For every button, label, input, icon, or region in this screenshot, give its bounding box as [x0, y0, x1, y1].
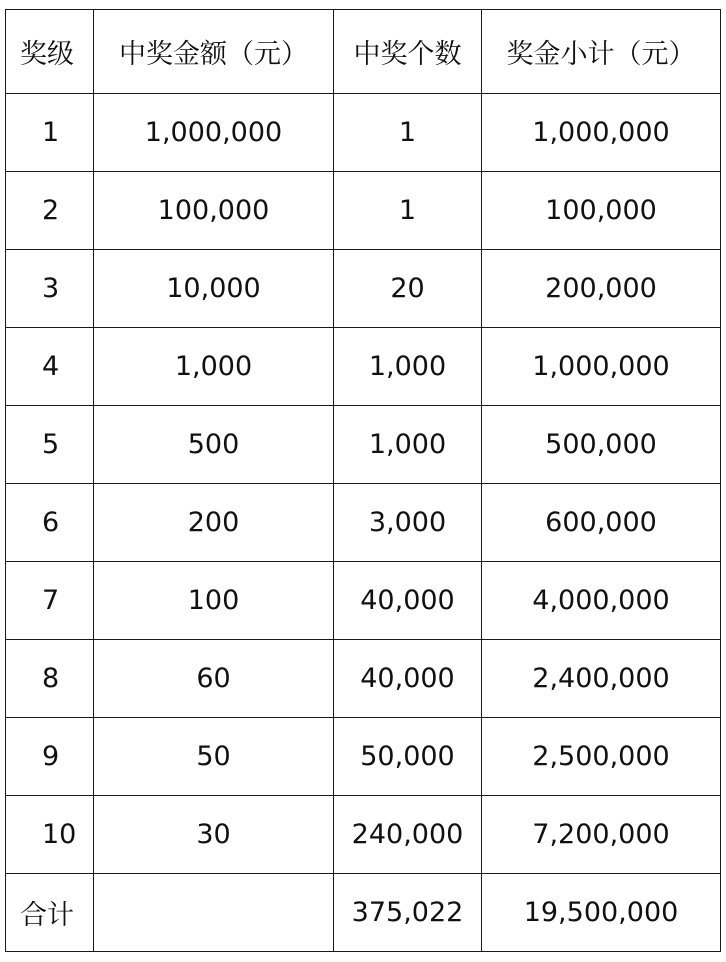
header-prize-level: 奖级 — [6, 10, 94, 94]
cell-subtotal: 500,000 — [482, 406, 721, 484]
cell-count: 1,000 — [334, 328, 482, 406]
header-prize-amount: 中奖金额（元） — [94, 10, 334, 94]
cell-count: 240,000 — [334, 796, 482, 874]
cell-count: 40,000 — [334, 562, 482, 640]
total-row — [6, 874, 721, 952]
cell-subtotal: 1,000,000 — [482, 94, 721, 172]
table-row — [6, 796, 721, 874]
cell-count: 50,000 — [334, 718, 482, 796]
cell-level: 3 — [6, 250, 94, 328]
cell-amount: 60 — [94, 640, 334, 718]
cell-subtotal: 600,000 — [482, 484, 721, 562]
total-label: 合计 — [6, 874, 94, 952]
cell-level: 6 — [6, 484, 94, 562]
cell-amount: 200 — [94, 484, 334, 562]
table-row — [6, 406, 721, 484]
cell-count: 1 — [334, 94, 482, 172]
cell-level: 7 — [6, 562, 94, 640]
total-subtotal: 19,500,000 — [482, 874, 721, 952]
header-prize-subtotal: 奖金小计（元） — [482, 10, 721, 94]
cell-amount: 1,000,000 — [94, 94, 334, 172]
cell-level: 10 — [6, 796, 94, 874]
cell-level: 9 — [6, 718, 94, 796]
table-row — [6, 718, 721, 796]
cell-amount: 10,000 — [94, 250, 334, 328]
cell-amount: 100 — [94, 562, 334, 640]
table-header-row — [6, 10, 721, 94]
cell-count: 1 — [334, 172, 482, 250]
cell-subtotal: 200,000 — [482, 250, 721, 328]
cell-amount: 500 — [94, 406, 334, 484]
table-row — [6, 94, 721, 172]
cell-amount: 50 — [94, 718, 334, 796]
cell-count: 40,000 — [334, 640, 482, 718]
cell-amount: 30 — [94, 796, 334, 874]
header-winner-count: 中奖个数 — [334, 10, 482, 94]
table-row — [6, 484, 721, 562]
cell-subtotal: 4,000,000 — [482, 562, 721, 640]
total-count: 375,022 — [334, 874, 482, 952]
cell-subtotal: 2,500,000 — [482, 718, 721, 796]
cell-count: 20 — [334, 250, 482, 328]
cell-subtotal: 2,400,000 — [482, 640, 721, 718]
cell-subtotal: 7,200,000 — [482, 796, 721, 874]
table-row — [6, 172, 721, 250]
cell-amount: 100,000 — [94, 172, 334, 250]
prize-table — [5, 9, 721, 952]
cell-subtotal: 1,000,000 — [482, 328, 721, 406]
cell-level: 8 — [6, 640, 94, 718]
table-row — [6, 250, 721, 328]
table-row — [6, 562, 721, 640]
cell-level: 4 — [6, 328, 94, 406]
cell-count: 3,000 — [334, 484, 482, 562]
total-amount — [94, 874, 334, 952]
table-row — [6, 640, 721, 718]
cell-subtotal: 100,000 — [482, 172, 721, 250]
cell-count: 1,000 — [334, 406, 482, 484]
cell-level: 2 — [6, 172, 94, 250]
cell-amount: 1,000 — [94, 328, 334, 406]
cell-level: 1 — [6, 94, 94, 172]
table-row — [6, 328, 721, 406]
cell-level: 5 — [6, 406, 94, 484]
